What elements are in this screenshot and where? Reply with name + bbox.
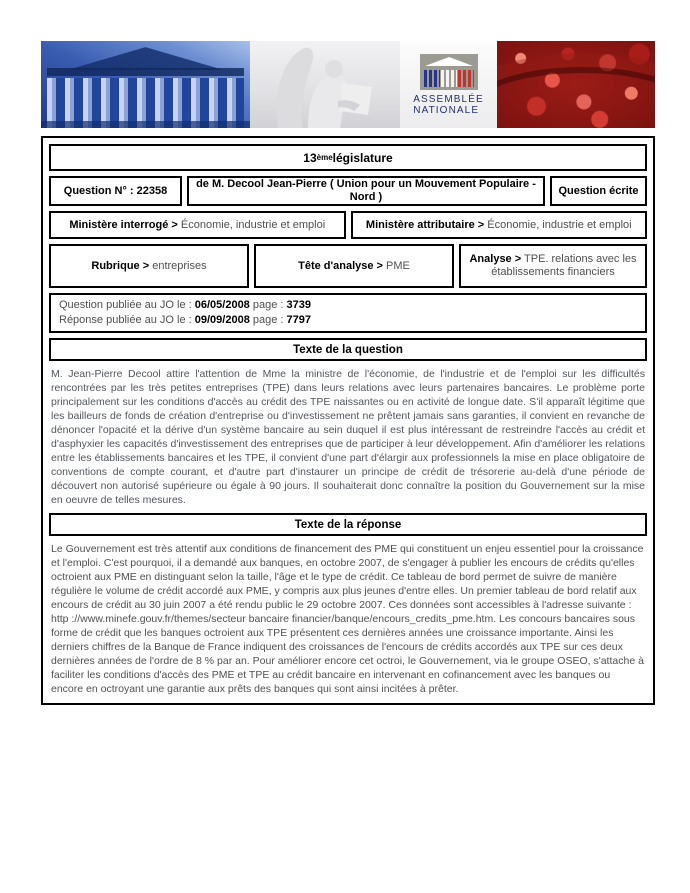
rubrique-label: Rubrique > [91,259,150,272]
analyse-value: TPE. relations avec les établissements financiers [491,253,637,278]
analysis-row [49,244,647,288]
question-publication-date: 06/05/2008 [194,299,250,311]
logo-columns-icon [420,54,478,90]
logo-white-columns [441,70,457,87]
logo-pediment-icon [425,57,473,66]
analyse-label: Analyse > [469,253,522,265]
question-page-number: 3739 [286,299,311,311]
legislature-ordinal-suffix: ème [316,153,333,162]
response-text-body: Le Gouvernement est très attentif aux conditions de financement des PME qui constituent un enjeu essentiel pour la croissance et l'emploi. C'est pourquoi, il a demandé aux banques, en octobre 2007, de s'engager à publier les encours de crédits qu'elles octroient aux PME en distinguant selon la taille, l'âge et le type de crédit. Ce tableau de bord permet de suivre de manière régulière le volume de crédit accordé aux PME, y compris aux plus jeunes d'entre elles. Un premier tableau de bord relatif aux encours de crédit au 30 juin 2007 a été rendu public le 29 octobre 2007. Ces données sont accessibles à l'adresse suivante : http ://www.minefe.gouv.fr/themes/secteur bancaire financier/banque/encours_credits_pme.htm. Les concours bancaires sous forme de crédit que les banques octroient aux TPE présentent ces dernières années une croissance importante. Ainsi les derniers chiffres de la Banque de France indiquent des croissances de l'encours de crédits accordés aux TPE sur ces deux dernières années de l'ordre de 8 % par an. Pour améliorer encore cet octroi, le Gouvernement, via le groupe OSEO, s'attache à faciliter les conditions d'accès des PME et TPE au crédit bancaire en intervenant en cofinancement avec les banques ou encore en octroyant une garantie aux prêts des banques qui sont ainsi incitées à prêter. [51,543,644,695]
tete-analyse-cell [254,244,454,288]
angel-statue-illustration [250,41,400,128]
ministry-row [49,211,647,239]
question-type: Question écrite [550,176,647,206]
header-banner [41,41,655,128]
building-frieze-shape [47,68,243,76]
ministere-attributaire-value: Économie, industrie et emploi [487,218,632,231]
ministere-interroge-value: Économie, industrie et emploi [180,218,326,231]
building-base-shape [41,121,250,128]
ministere-interroge-label: Ministère interrogé > [69,218,178,231]
legislature-number: 13 [303,150,317,165]
tete-analyse-value: PME [386,259,410,272]
hemicycle-arc-shape [497,67,655,128]
question-publication-line [59,298,637,313]
rubrique-cell [49,244,249,288]
response-publication-label: Réponse publiée au JO le : [59,314,195,326]
ministere-attributaire-label: Ministère attributaire > [365,218,485,231]
legislature-title [49,144,647,171]
logo-flag-columns-icon [424,70,474,87]
legislature-label: législature [332,150,393,165]
response-page-number: 7797 [286,314,312,326]
hemicycle-seats-photo [497,41,655,128]
assemblee-nationale-logo [400,41,497,128]
ministere-interroge-cell [49,211,346,239]
tete-analyse-label: Tête d'analyse > [298,259,383,272]
logo-blue-columns [424,70,440,87]
question-page-label: page : [249,299,287,311]
response-publication-line [59,313,637,328]
angel-statue-photo [250,41,400,128]
palais-bourbon-photo [41,41,250,128]
logo-line2: NATIONALE [413,104,480,116]
building-pediment-shape [54,47,238,70]
response-publication-date: 09/09/2008 [194,314,250,326]
logo-red-columns [458,70,474,87]
question-number: Question N° : 22358 [49,176,182,206]
response-page-label: page : [249,314,287,326]
question-text-body: M. Jean-Pierre Decool attire l'attention de Mme la ministre de l'économie, de l'industrie et de l'emploi sur les difficultés rencontrées par les très petites entreprises (TPE) dans leurs relations avec leurs partenaires bancaires. Le problème porte principalement sur les conditions d'accès au crédit des TPE naissantes ou en activité de longue date. S'il apparaît légitime que les bailleurs de fonds de création d'entreprise ou d'investissement ne prêtent jamais sans garanties, il convient en revanche de dénoncer l'opacité et la dérive d'un système bancaire au sein duquel il est plus intéressant de restreindre l'accès au crédit et d'asphyxier les capacités d'investissement des entreprises que de participer à leur développement. Afin d'améliorer les relations entre les établissements bancaires et les TPE, il convient d'une part d'élargir aux professionnels la mise en place obligatoire de conventions de compte courant, et d'autre part d'instaurer un principe de crédit de trésorerie au-delà d'une période de découvert non autorisé supérieure ou égale à 90 jours. Il souhaiterait donc connaître la position du Gouvernement sur la mise en oeuvre de telles mesures. [51,368,645,506]
logo-wordmark [413,94,483,116]
analyse-cell [459,244,647,288]
question-publication-label: Question publiée au JO le : [59,299,195,311]
ministere-attributaire-cell [351,211,648,239]
question-id-row [49,176,647,206]
question-author: de M. Decool Jean-Pierre ( Union pour un Mouvement Populaire - Nord ) [187,176,545,206]
rubrique-value: entreprises [152,259,207,272]
journal-officiel-dates [49,293,647,333]
logo-line1: ASSEMBLÉE [413,93,484,105]
response-text-heading: Texte de la réponse [49,513,647,536]
question-sheet [41,136,655,705]
question-text-heading: Texte de la question [49,338,647,361]
